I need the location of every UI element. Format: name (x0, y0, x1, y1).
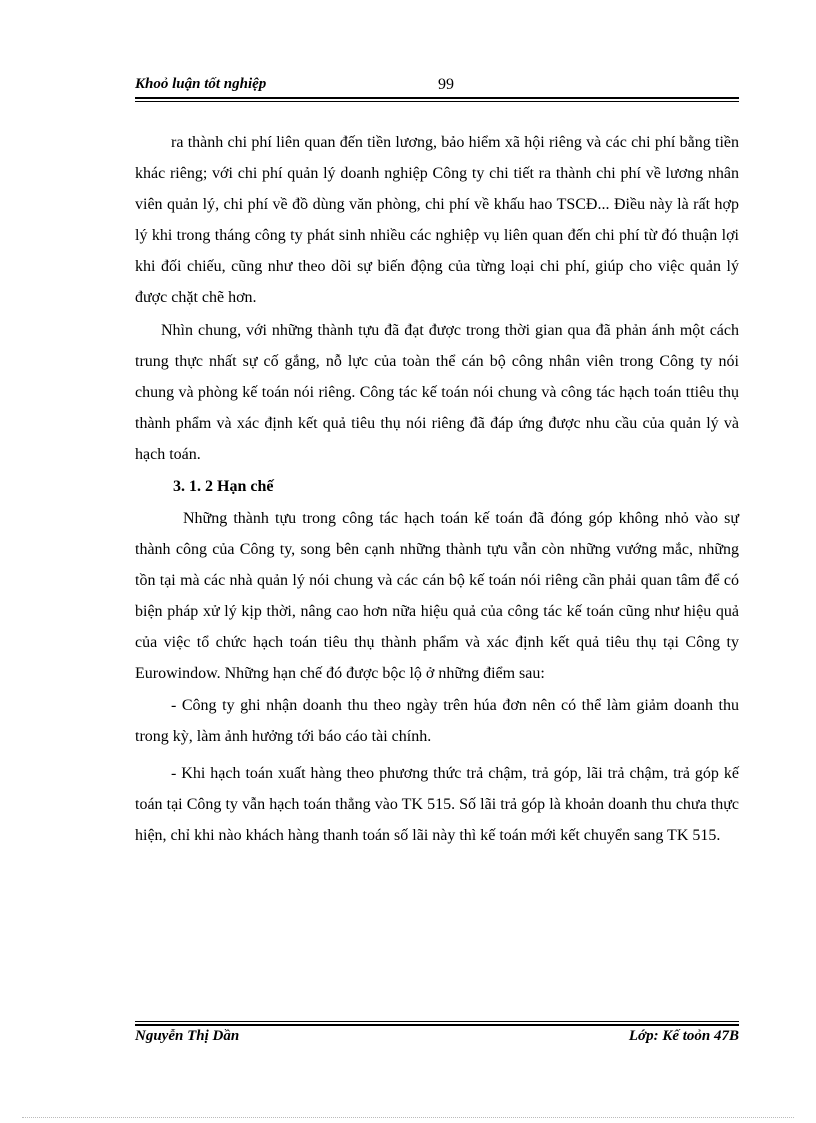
page-bottom-border (22, 1117, 794, 1118)
header-rule-thin (135, 101, 739, 102)
body-content (135, 127, 739, 851)
footer-author: Nguyễn Thị Dần (135, 1028, 240, 1044)
paragraph-3: Những thành tựu trong công tác hạch toán kế toán đã đóng góp không nhỏ vào sự thành công của Công ty, song bên cạnh những thành tựu vẫn còn những vướng mắc, những tồn tại mà các nhà quản lý nói chung và các cán bộ kế toán nói riêng cần phải quan tâm để có biện pháp xử lý kịp thời, nâng cao hơn nữa hiệu quả của công tác kế toán cũng như hiệu quả của việc tổ chức hạch toán tiêu thụ thành phẩm và xác định kết quả tiêu thụ tại Công ty Eurowindow. Những hạn chế đó được bộc lộ ở những điểm sau: (135, 510, 739, 682)
page-number: 99 (438, 76, 454, 93)
bullet-item-1: - Công ty ghi nhận doanh thu theo ngày trên húa đơn nên có thể làm giảm doanh thu trong kỳ, làm ảnh hưởng tới báo cáo tài chính. (135, 697, 739, 745)
paragraph-2: Nhìn chung, với những thành tựu đã đạt được trong thời gian qua đã phản ánh một cách trung thực nhất sự cố gắng, nỗ lực của toàn thể cán bộ công nhân viên trong Công ty nói chung và phòng kế toán nói riêng. Công tác kế toán nói chung và công tác hạch toán ttiêu thụ thành phẩm và xác định kết quả tiêu thụ nói riêng đã đáp ứng được nhu cầu của quản lý và hạch toán. (135, 322, 739, 463)
section-heading: 3. 1. 2 Hạn chế (173, 478, 274, 495)
bullet-item-2: - Khi hạch toán xuất hàng theo phương thức trả chậm, trả góp, lãi trả chậm, trả góp kế toán tại Công ty vẫn hạch toán thẳng vào TK 515. Số lãi trả góp là khoản doanh thu chưa thực hiện, chỉ khi nào khách hàng thanh toán số lãi này thì kế toán mới kết chuyển sang TK 515. (135, 765, 739, 844)
page-header (135, 74, 739, 98)
footer-class: Lớp: Kế toỏn 47B (628, 1028, 739, 1044)
footer-rule-thin (135, 1021, 739, 1022)
header-rule-thick (135, 97, 739, 99)
paragraph-1: ra thành chi phí liên quan đến tiền lương, bảo hiểm xã hội riêng và các chi phí bằng tiền khác riêng; với chi phí quản lý doanh nghiệp Công ty chi tiết ra thành chi phí về lương nhân viên quản lý, chi phí về đồ dùng văn phòng, chi phí về khấu hao TSCĐ... Điều này là rất hợp lý khi trong tháng công ty phát sinh nhiều các nghiệp vụ liên quan đến chi phí từ đó thuận lợi khi đối chiếu, cũng như theo dõi sự biến động của từng loại chi phí, giúp cho việc quản lý được chặt chẽ hơn. (135, 134, 739, 306)
header-title: Khoỏ luận tốt nghiệp (135, 76, 267, 92)
page-footer (135, 1028, 739, 1052)
footer-rule-thick (135, 1024, 739, 1026)
